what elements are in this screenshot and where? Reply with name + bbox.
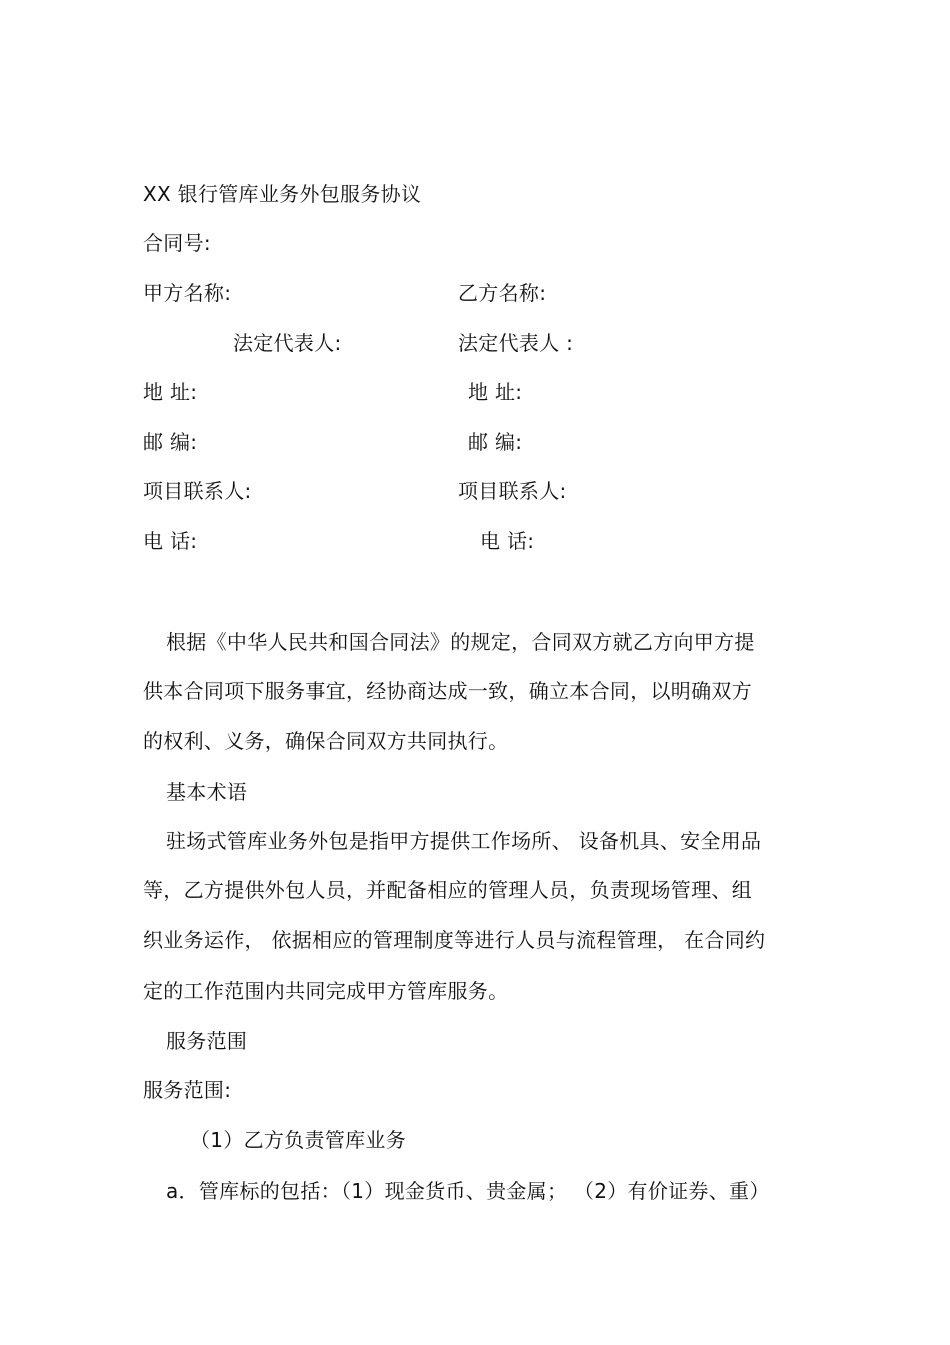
party-a-rep-label: 法定代表人: bbox=[233, 331, 342, 355]
party-a-contact-label: 项目联系人: bbox=[143, 479, 252, 503]
intro-line-1: 根据《中华人民共和国合同法》的规定，合同双方就乙方向甲方提 bbox=[166, 630, 755, 654]
scope-item-1: （1）乙方负责管库业务 bbox=[190, 1128, 407, 1152]
party-b-phone-label: 电 话: bbox=[480, 529, 535, 553]
terms-line-2: 等，乙方提供外包人员，并配备相应的管理人员，负责现场管理、组 bbox=[143, 878, 752, 902]
intro-line-3: 的权利、义务，确保合同双方共同执行。 bbox=[143, 729, 509, 753]
document-title: XX 银行管库业务外包服务协议 bbox=[143, 182, 422, 206]
party-a-phone-label: 电 话: bbox=[143, 529, 198, 553]
terms-line-3: 织业务运作， 依据相应的管理制度等进行人员与流程管理， 在合同约 bbox=[143, 928, 766, 952]
intro-line-2: 供本合同项下服务事宜，经协商达成一致，确立本合同，以明确双方 bbox=[143, 679, 752, 703]
scope-item-a: a．管库标的包括：（1）现金货币、贵金属； （2）有价证券、重） bbox=[166, 1179, 770, 1203]
terms-heading: 基本术语 bbox=[166, 780, 248, 804]
party-b-address-label: 地 址: bbox=[468, 380, 523, 404]
party-a-postcode-label: 邮 编: bbox=[143, 430, 198, 454]
party-b-name-label: 乙方名称: bbox=[458, 281, 547, 305]
party-b-contact-label: 项目联系人: bbox=[458, 479, 567, 503]
party-a-address-label: 地 址: bbox=[143, 380, 198, 404]
terms-line-4: 定的工作范围内共同完成甲方管库服务。 bbox=[143, 979, 509, 1003]
terms-line-1: 驻场式管库业务外包是指甲方提供工作场所、 设备机具、安全用品 bbox=[166, 829, 762, 853]
party-b-rep-label: 法定代表人 : bbox=[458, 331, 574, 355]
scope-heading: 服务范围 bbox=[166, 1029, 248, 1053]
scope-label: 服务范围: bbox=[143, 1078, 232, 1102]
party-a-name-label: 甲方名称: bbox=[143, 281, 232, 305]
party-b-postcode-label: 邮 编: bbox=[468, 430, 523, 454]
contract-number-label: 合同号: bbox=[143, 231, 211, 255]
